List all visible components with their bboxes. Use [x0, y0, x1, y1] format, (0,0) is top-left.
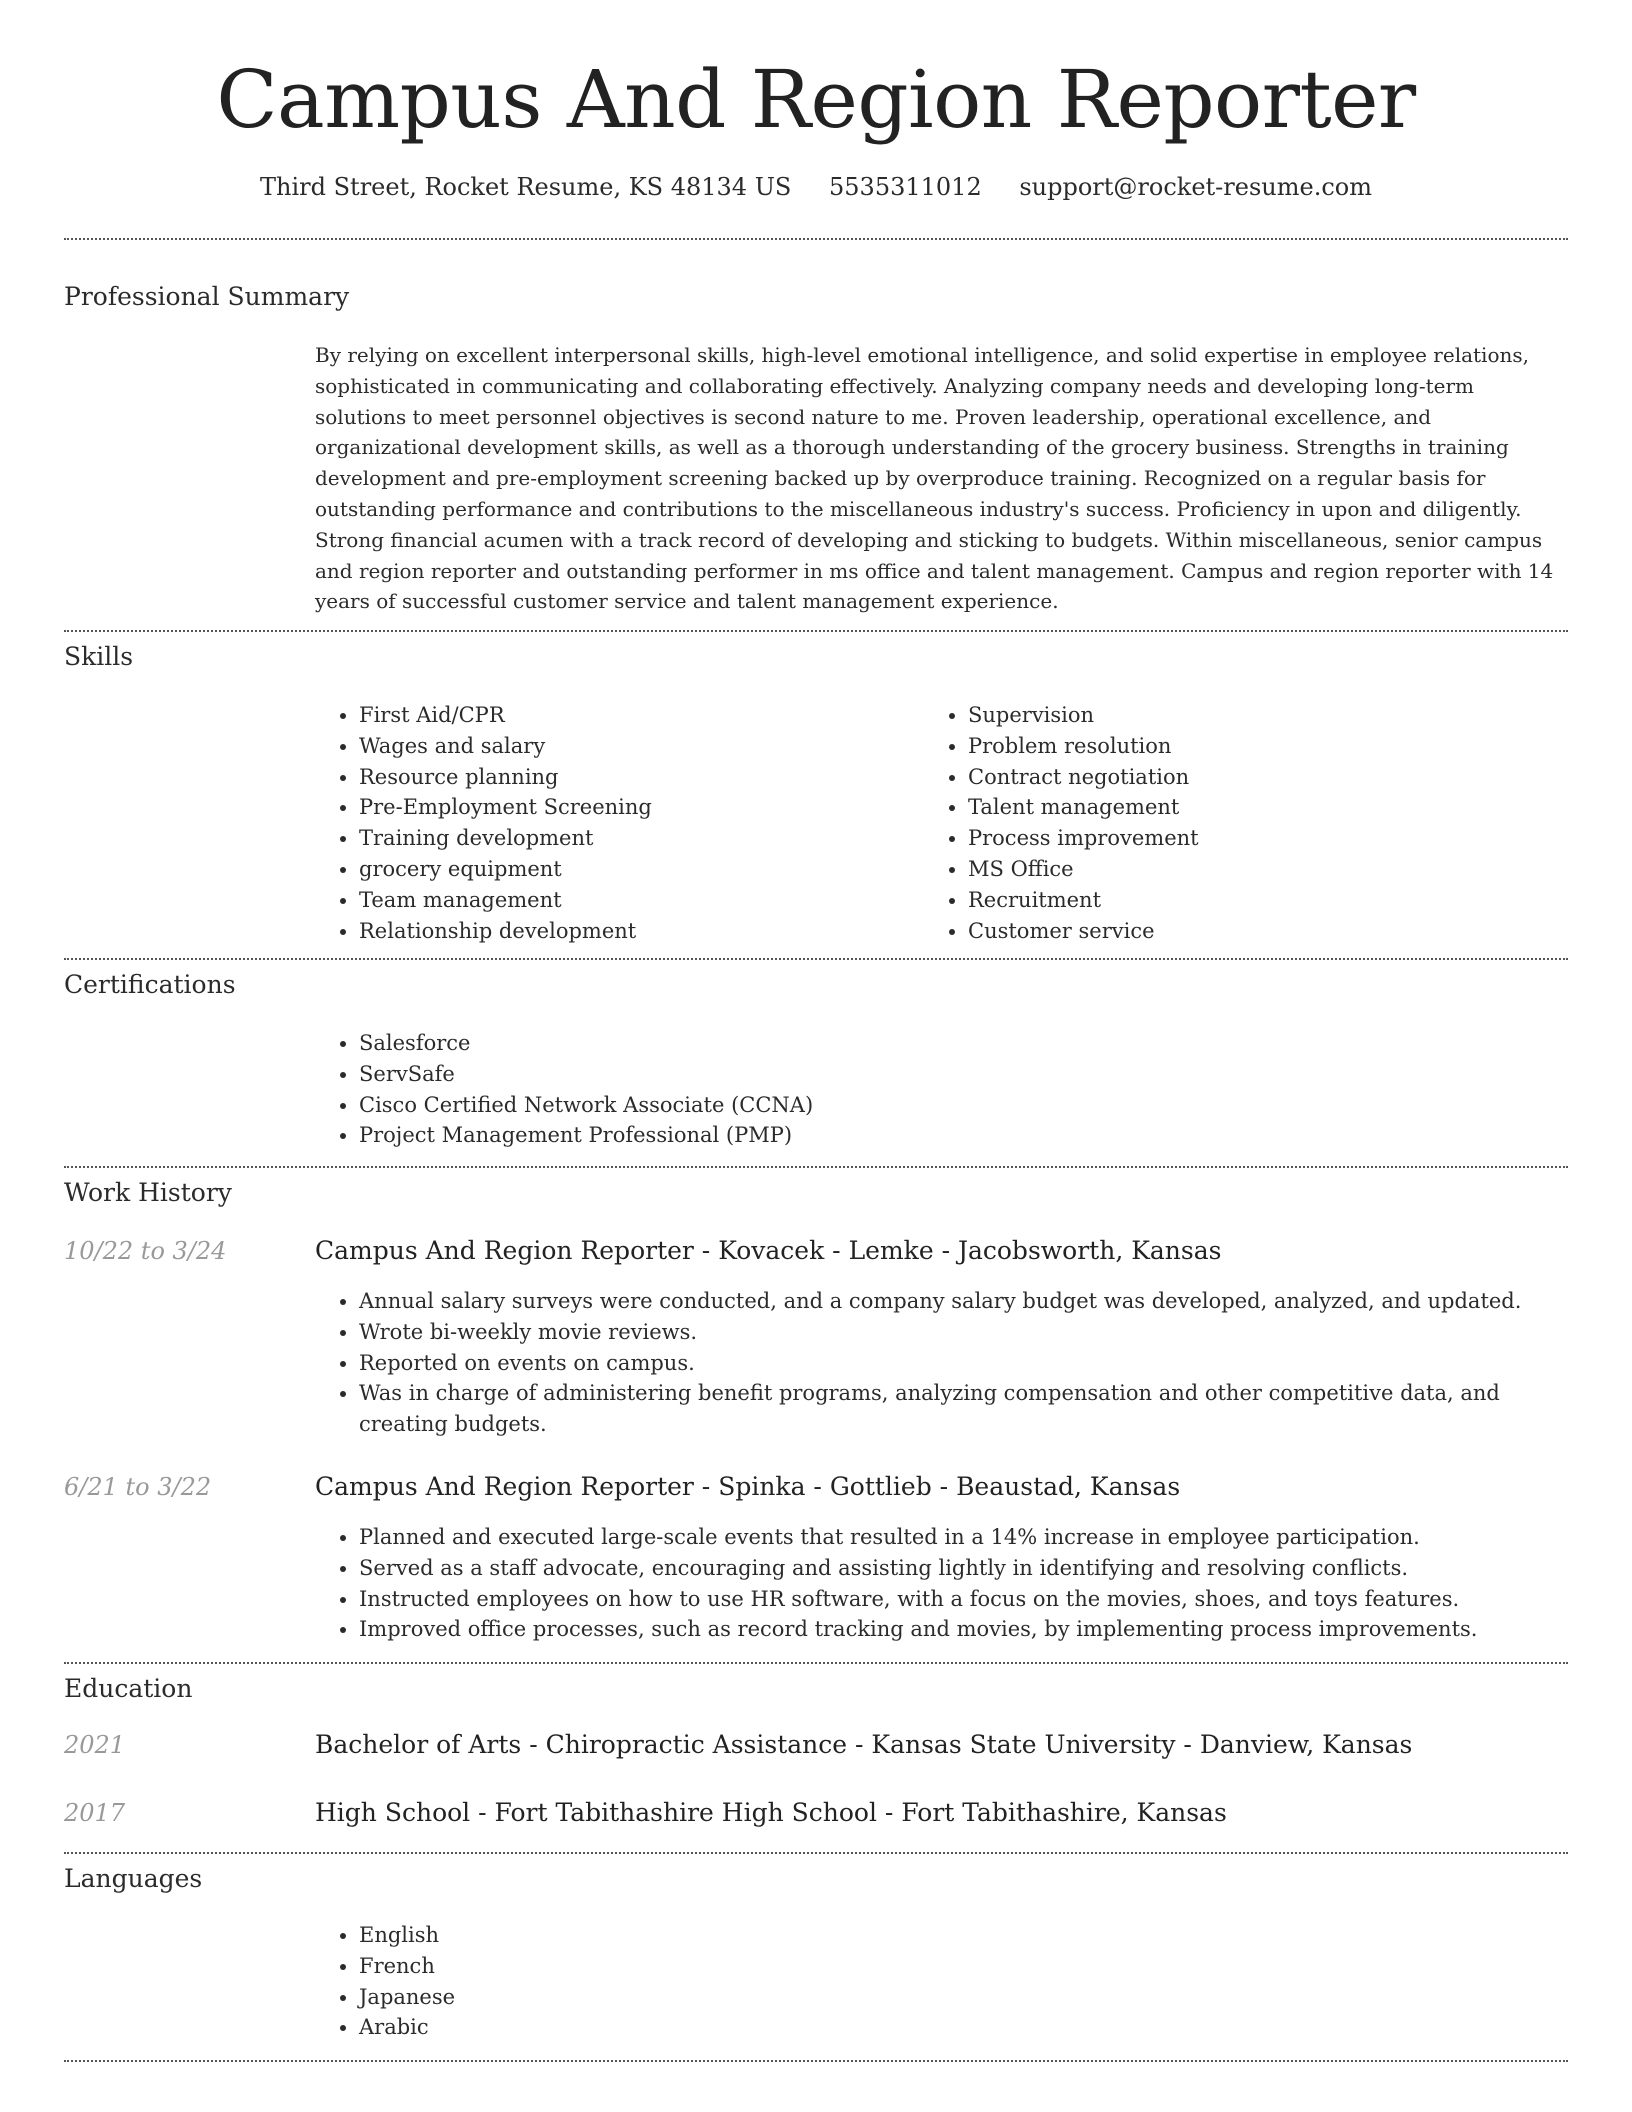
- languages-list: [315, 1920, 959, 2043]
- education-year: 2017: [64, 1799, 126, 1827]
- education-year: 2021: [64, 1731, 126, 1759]
- certifications-list: [315, 1028, 1559, 1151]
- section-divider: [64, 238, 1568, 240]
- skill-item: • First Aid/CPR: [359, 700, 919, 731]
- section-divider: [64, 630, 1568, 632]
- section-divider: [64, 2060, 1568, 2062]
- contact-address: Third Street, Rocket Resume, KS 48134 US: [260, 173, 792, 201]
- skill-item: • Training development: [359, 823, 919, 854]
- skill-item: • Wages and salary: [359, 731, 919, 762]
- skill-item: • Problem resolution: [968, 731, 1568, 762]
- skills-list-right: [924, 700, 1568, 946]
- certification-item: • Salesforce: [359, 1028, 1559, 1059]
- skill-item: • Supervision: [968, 700, 1568, 731]
- section-divider: [64, 1166, 1568, 1168]
- skill-item: • Customer service: [968, 916, 1568, 947]
- job-title: Campus And Region Reporter - Spinka - Gottlieb - Beaustad, Kansas: [315, 1472, 1181, 1501]
- summary-text: By relying on excellent interpersonal skills, high-level emotional intelligence, and solid expertise in employee relations, sophisticated in communicating and collaborating effectively. Analyzing company needs and developing long-term solutions to meet personnel objectives is second nature to me. Proven leadership, operational excellence, and organizational development skills, as well as a thorough understanding of the grocery business. Strengths in training development and pre-employment screening backed up by overproduce training. Recognized on a regular basis for outstanding performance and contributions to the miscellaneous industry's success. Proficiency in upon and diligently. Strong financial acumen with a track record of developing and sticking to budgets. Within miscellaneous, senior campus and region reporter and outstanding performer in ms office and talent management. Campus and region reporter with 14 years of successful customer service and talent management experience.: [315, 343, 1554, 614]
- certification-item: • Project Management Professional (PMP): [359, 1120, 1559, 1151]
- job-bullet: • Instructed employees on how to use HR software, with a focus on the movies, shoes, and toys features.: [359, 1584, 1574, 1615]
- skill-item: • Resource planning: [359, 762, 919, 793]
- certifications-heading: Certifications: [64, 970, 236, 999]
- contact-phone: 5535311012: [829, 173, 982, 201]
- education-entry: Bachelor of Arts - Chiropractic Assistance - Kansas State University - Danview, Kansas: [315, 1730, 1413, 1759]
- skill-item: • Talent management: [968, 792, 1568, 823]
- certification-item: • ServSafe: [359, 1059, 1559, 1090]
- job-bullet: • Improved office processes, such as record tracking and movies, by implementing process improvements.: [359, 1614, 1574, 1645]
- skill-item: • Team management: [359, 885, 919, 916]
- section-divider: [64, 1662, 1568, 1664]
- skill-item: • Recruitment: [968, 885, 1568, 916]
- job-bullets: [315, 1286, 1574, 1440]
- section-divider: [64, 958, 1568, 960]
- job-title: Campus And Region Reporter - Kovacek - Lemke - Jacobsworth, Kansas: [315, 1236, 1222, 1265]
- skill-item: • MS Office: [968, 854, 1568, 885]
- language-item: • English: [359, 1920, 959, 1951]
- contact-line: [0, 170, 1632, 204]
- job-bullets: [315, 1522, 1574, 1645]
- skill-item: • Contract negotiation: [968, 762, 1568, 793]
- skill-item: • grocery equipment: [359, 854, 919, 885]
- skills-list-left: [315, 700, 919, 946]
- job-bullet: • Served as a staff advocate, encouraging and assisting lightly in identifying and resolving conflicts.: [359, 1553, 1574, 1584]
- job-bullet: • Planned and executed large-scale events that resulted in a 14% increase in employee participation.: [359, 1522, 1574, 1553]
- skill-item: • Pre-Employment Screening: [359, 792, 919, 823]
- languages-heading: Languages: [64, 1864, 203, 1893]
- work-history-heading: Work History: [64, 1178, 232, 1207]
- job-bullet: • Annual salary surveys were conducted, and a company salary budget was developed, analyzed, and updated.: [359, 1286, 1574, 1317]
- contact-email: support@rocket-resume.com: [1019, 173, 1372, 201]
- language-item: • Arabic: [359, 2012, 959, 2043]
- certification-item: • Cisco Certified Network Associate (CCNA): [359, 1090, 1559, 1121]
- skills-heading: Skills: [64, 642, 134, 671]
- language-item: • French: [359, 1951, 959, 1982]
- section-divider: [64, 1852, 1568, 1854]
- skill-item: • Relationship development: [359, 916, 919, 947]
- candidate-name: Campus And Region Reporter: [216, 53, 1416, 146]
- job-bullet: • Reported on events on campus.: [359, 1348, 1574, 1379]
- job-dates: 6/21 to 3/22: [64, 1473, 212, 1501]
- job-bullet: • Wrote bi-weekly movie reviews.: [359, 1317, 1574, 1348]
- job-bullet: • Was in charge of administering benefit programs, analyzing compensation and other competitive data, and creating budgets.: [359, 1378, 1574, 1440]
- skill-item: • Process improvement: [968, 823, 1568, 854]
- education-heading: Education: [64, 1674, 193, 1703]
- summary-heading: Professional Summary: [64, 282, 350, 311]
- job-dates: 10/22 to 3/24: [64, 1237, 227, 1265]
- education-entry: High School - Fort Tabithashire High School - Fort Tabithashire, Kansas: [315, 1798, 1227, 1827]
- language-item: • Japanese: [359, 1982, 959, 2013]
